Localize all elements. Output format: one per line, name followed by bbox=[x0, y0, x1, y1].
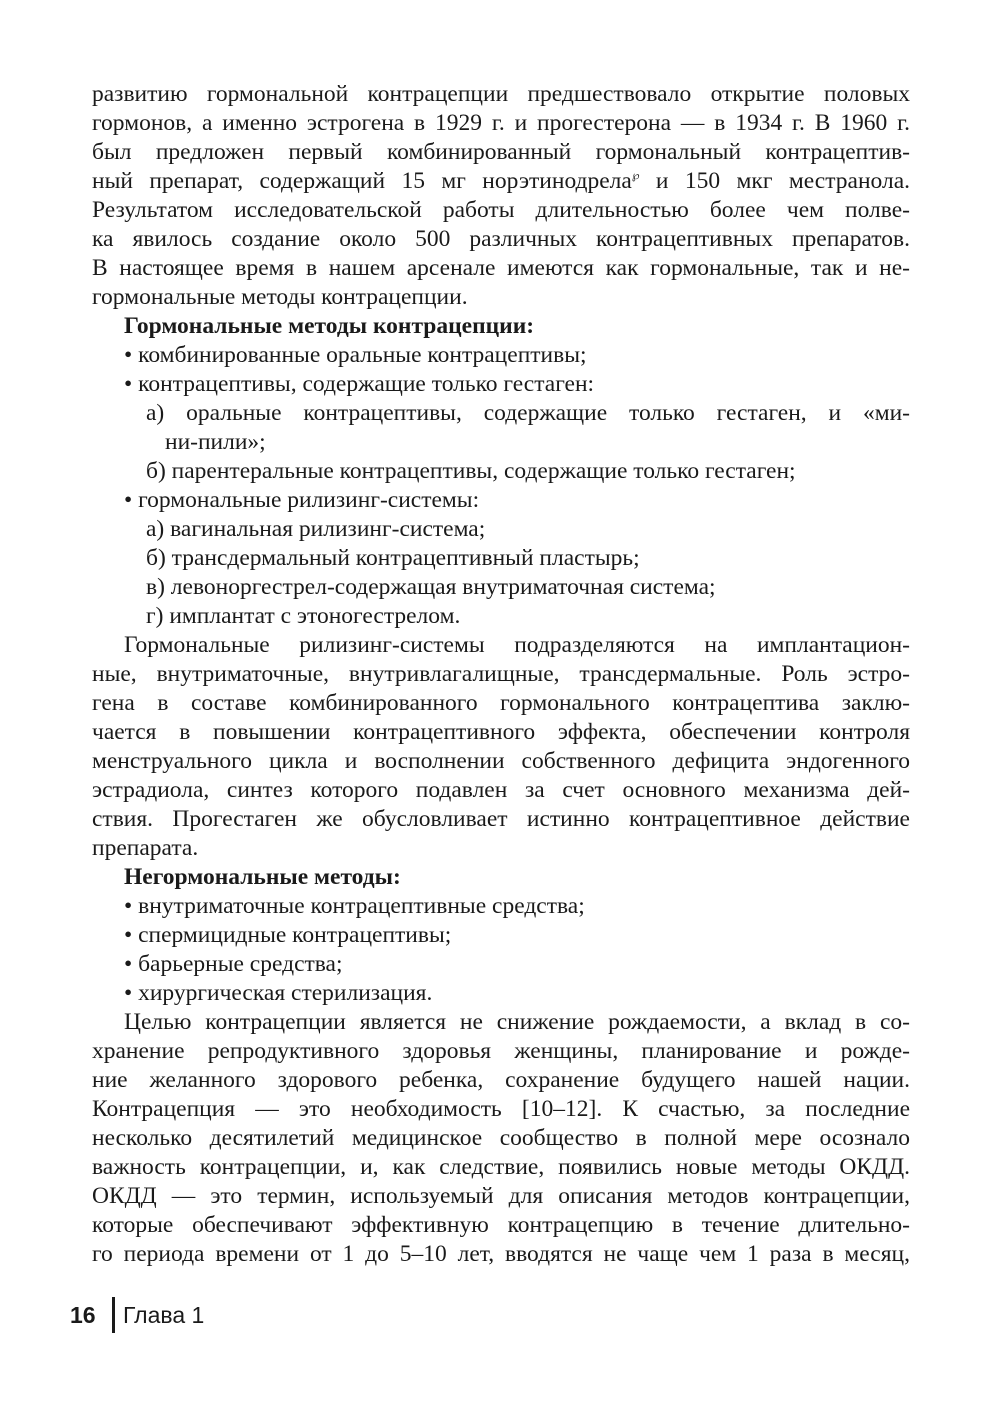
section-heading-hormonal: Гормональные методы контрацепции: bbox=[124, 313, 535, 339]
sub-list-item: а) оральные контрацептивы, содержащие только гестаген, и «ми- bbox=[146, 400, 910, 426]
list-item: • контрацептивы, содержащие только гестаген: bbox=[124, 371, 595, 397]
paragraph-purpose bbox=[92, 1008, 910, 1269]
text-line: ка явилось создание около 500 различных контрацептивных препаратов. bbox=[92, 226, 910, 252]
paragraph-release-systems bbox=[92, 631, 910, 863]
text-line: гормональные методы контрацепции. bbox=[92, 284, 468, 310]
text-line: ние желанного здорового ребенка, сохранение будущего нашей нации. bbox=[92, 1067, 910, 1093]
text-line: Целью контрацепции является не снижение рождаемости, а вклад в со- bbox=[124, 1009, 910, 1035]
sub-list-item: в) левоноргестрел-содержащая внутриматочная система; bbox=[146, 574, 716, 600]
nonhormonal-methods-list bbox=[92, 892, 910, 1008]
text-line: гормонов, а именно эстрогена в 1929 г. и прогестерона — в 1934 г. В 1960 г. bbox=[92, 110, 910, 136]
list-item: • спермицидные контрацептивы; bbox=[124, 922, 452, 948]
list-item: • комбинированные оральные контрацептивы; bbox=[124, 342, 587, 368]
text-line: был предложен первый комбинированный гормональный контрацептив- bbox=[92, 139, 910, 165]
list-item: • хирургическая стерилизация. bbox=[124, 980, 433, 1006]
text-line: Результатом исследовательской работы длительностью более чем полве- bbox=[92, 197, 910, 223]
chapter-label: Глава 1 bbox=[123, 1301, 205, 1328]
sub-list-item: б) трансдермальный контрацептивный пластырь; bbox=[146, 545, 640, 571]
text-line: В настоящее время в нашем арсенале имеются как гормональные, так и не- bbox=[92, 255, 910, 281]
sub-list-item: а) вагинальная рилизинг-система; bbox=[146, 516, 486, 542]
section-heading-nonhormonal: Негормональные методы: bbox=[124, 864, 401, 890]
text-line: препарата. bbox=[92, 835, 199, 861]
list-item: • гормональные рилизинг-системы: bbox=[124, 487, 480, 513]
text-line: развитию гормональной контрацепции предшествовало открытие половых bbox=[92, 81, 910, 107]
sub-list-item: г) имплантат с этоногестрелом. bbox=[146, 603, 461, 629]
page-footer bbox=[70, 1298, 204, 1332]
text-line: Контрацепция — это необходимость [10–12]. К счастью, за последние bbox=[92, 1096, 910, 1122]
text-line: хранение репродуктивного здоровья женщины, планирование и рожде- bbox=[92, 1038, 910, 1064]
footer-divider bbox=[112, 1297, 115, 1333]
hormonal-methods-list bbox=[92, 341, 910, 631]
sub-list-item: б) парентеральные контрацептивы, содержащие только гестаген; bbox=[146, 458, 796, 484]
page-body bbox=[92, 80, 910, 1269]
text-line: менструального цикла и восполнении собственного дефицита эндогенного bbox=[92, 748, 910, 774]
list-item: • барьерные средства; bbox=[124, 951, 343, 977]
registered-mark-icon: ℘ bbox=[631, 170, 640, 183]
list-item: • внутриматочные контрацептивные средства; bbox=[124, 893, 585, 919]
text-line: гена в составе комбинированного гормонального контрацептива заклю- bbox=[92, 690, 910, 716]
text-line bbox=[92, 167, 910, 196]
text-line: ОКДД — это термин, используемый для описания методов контрацепции, bbox=[92, 1183, 910, 1209]
text-line: эстрадиола, синтез которого подавлен за счет основного механизма дей- bbox=[92, 777, 910, 803]
text-line: ствия. Прогестаген же обусловливает истинно контрацептивное действие bbox=[92, 806, 910, 832]
text-line: чается в повышении контрацептивного эффекта, обеспечении контроля bbox=[92, 719, 910, 745]
text-line: Гормональные рилизинг-системы подразделяются на имплантацион- bbox=[124, 632, 910, 658]
paragraph-intro bbox=[92, 80, 910, 312]
sub-list-item-continuation: ни-пили»; bbox=[165, 429, 266, 455]
text-segment: и 150 мкг местранола. bbox=[639, 168, 911, 194]
text-line: го периода времени от 1 до 5–10 лет, вводятся не чаще чем 1 раза в месяц, bbox=[92, 1241, 910, 1267]
text-line: ные, внутриматочные, внутривлагалищные, трансдермальные. Роль эстро- bbox=[92, 661, 910, 687]
text-line: несколько десятилетий медицинское сообщество в полной мере осознало bbox=[92, 1125, 910, 1151]
text-line: важность контрацепции, и, как следствие, появились новые методы ОКДД. bbox=[92, 1154, 910, 1180]
text-line: которые обеспечивают эффективную контрацепцию в течение длительно- bbox=[92, 1212, 910, 1238]
text-segment: ный препарат, содержащий 15 мг норэтинодрела bbox=[92, 168, 632, 194]
page-number: 16 bbox=[70, 1301, 96, 1328]
